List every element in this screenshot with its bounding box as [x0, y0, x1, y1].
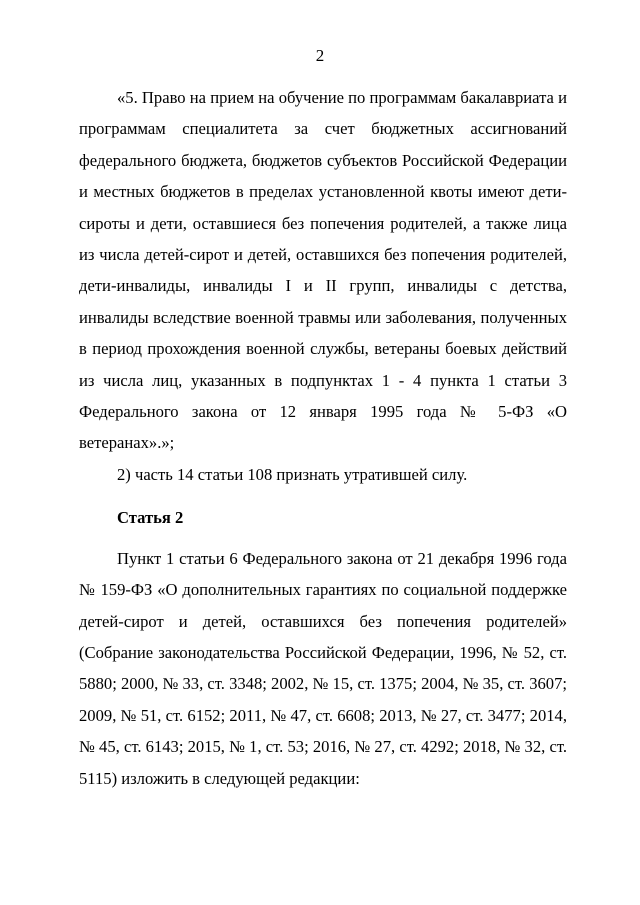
page-number: 2 [315, 46, 325, 65]
article-heading: Статья 2 [117, 508, 184, 528]
document-body [79, 82, 567, 794]
paragraph-item-2: 2) часть 14 статьи 108 признать утратившей силу. [117, 464, 468, 484]
paragraph-item-5: «5. Право на прием на обучение по программам бакалавриата и программам специалитета за счет бюджетных ассигнований федерального бюджета, бюджетов субъектов Российской Федерации и местных бюджетов в пределах установленной квоты имеют дети-сироты и дети, оставшиеся без попечения родителей, а также лица из числа детей-сирот и детей, оставшихся без попечения родителей, дети-инвалиды, инвалиды I и II групп, инвалиды с детства, инвалиды вследствие военной травмы или заболевания, полученных в период прохождения военной службы, ветераны боевых действий из числа лиц, указанных в подпунктах 1 - 4 пункта 1 статьи 3 Федерального закона от 12 января 1995 года № 5-ФЗ «О ветеранах».»; [79, 88, 567, 453]
paragraph-article-2: Пункт 1 статьи 6 Федерального закона от 21 декабря 1996 года № 159-ФЗ «О дополнительных гарантиях по социальной поддержке детей-сирот и детей, оставшихся без попечения родителей» (Собрание законодательства Российской Федерации, 1996, № 52, ст. 5880; 2000, № 33, ст. 3348; 2002, № 15, ст. 1375; 2004, № 35, ст. 3607; 2009, № 51, ст. 6152; 2011, № 47, ст. 6608; 2013, № 27, ст. 3477; 2014, № 45, ст. 6143; 2015, № 1, ст. 53; 2016, № 27, ст. 4292; 2018, № 32, ст. 5115) изложить в следующей редакции: [79, 548, 567, 788]
